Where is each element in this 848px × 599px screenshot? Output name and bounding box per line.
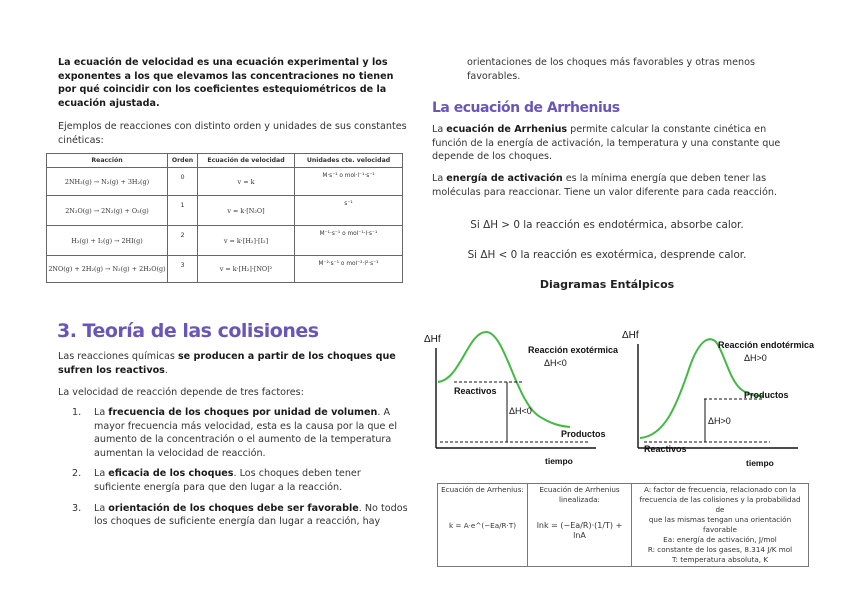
factors-list xyxy=(72,406,408,536)
table-row xyxy=(47,196,403,226)
header-order: Orden xyxy=(168,154,198,168)
endo-x-axis-label: tiempo xyxy=(746,458,774,468)
exothermic-rule: Si ΔH < 0 la reacción es exotérmica, desprende calor. xyxy=(467,249,747,261)
reaction-cell: H₂(g) + I₂(g) → 2HI(g) xyxy=(47,226,168,256)
equation-cell: v = k·[H₂]·[I₂] xyxy=(198,226,295,256)
arrhenius-linear-cell xyxy=(528,484,632,567)
legend-line: R: constante de los gases, 8.314 J/K mol xyxy=(647,545,793,554)
table-row xyxy=(438,484,809,567)
arrhenius-paragraph: La ecuación de Arrhenius permite calcular la constante cinética en función de la energía de activación, la temperatura y una constante que depende de los choques. xyxy=(432,124,781,163)
legend-line: que las mismas tengan una orientación favorable xyxy=(648,515,792,534)
units-cell: M⁻²·s⁻¹ o mol⁻²·l²·s⁻¹ xyxy=(295,256,403,283)
endo-delta-arrow-label: ΔH>0 xyxy=(708,416,731,426)
header-rate-equation: Ecuación de velocidad xyxy=(198,154,295,168)
list-item: 1. La frecuencia de los choques por unidad de volumen. A mayor frecuencia más velocidad, esta es la causa por la que el aumento de la concentración o el aumento de la temperatura aumentan la velocidad de reacción. xyxy=(72,407,398,459)
diagrams-title: Diagramas Entálpicos xyxy=(539,278,675,291)
reaction-cell: 2NH₃(g) → N₂(g) + 3H₂(g) xyxy=(47,168,168,196)
activation-energy-paragraph: La energía de activación es la mínima energía que deben tener las moléculas para reaccionar. Tiene un valor diferente para cada reacción. xyxy=(432,173,777,198)
legend-line: Ea: energía de activación, J/mol xyxy=(663,535,777,544)
arrhenius-equation-cell xyxy=(438,484,528,567)
collisions-intro: Las reacciones químicas se producen a partir de los choques que sufren los reactivos. xyxy=(58,351,396,376)
arrhenius-formula: k = A·e^(−Ea/R·T) xyxy=(448,521,517,530)
reactions-table xyxy=(46,153,403,283)
section-heading-arrhenius: La ecuación de Arrhenius xyxy=(432,100,620,116)
equation-cell: v = k·[N₂O] xyxy=(198,196,295,226)
endothermic-diagram xyxy=(622,330,815,468)
rate-equation-note: La ecuación de velocidad es una ecuación experimental y los exponentes a los que elevamos las concentraciones no tienen por qué coincidir con los coeficientes estequiométricos de la ecuación ajustada. xyxy=(58,57,394,109)
endo-reactants-label: Reactivos xyxy=(644,444,687,454)
table-row xyxy=(47,168,403,196)
legend-line: frecuencia de las colisiones y la probabilidad de xyxy=(639,495,801,514)
exo-y-axis-label: ΔHf xyxy=(424,334,441,345)
exo-products-label: Productos xyxy=(561,429,606,439)
exothermic-diagram xyxy=(424,332,619,466)
exo-delta-label: ΔH<0 xyxy=(544,358,567,368)
order-cell: 1 xyxy=(168,196,198,226)
examples-intro: Ejemplos de reacciones con distinto orden y unidades de sus constantes cinéticas: xyxy=(58,121,407,146)
list-item: 3. La orientación de los choques debe ser favorable. No todos los choques de suficiente energía dan lugar a reacción, hay xyxy=(72,502,408,528)
table-row xyxy=(47,256,403,283)
units-cell: s⁻¹ xyxy=(295,196,403,226)
arrhenius-table xyxy=(437,483,809,567)
units-cell: M⁻¹·s⁻¹ o mol⁻¹·l·s⁻¹ xyxy=(295,226,403,256)
factors-intro: La velocidad de reacción depende de tres factores: xyxy=(58,387,304,398)
table-header-row xyxy=(47,154,403,168)
endo-delta-label: ΔH>0 xyxy=(744,353,767,363)
arrhenius-equation-header: Ecuación de Arrhenius: xyxy=(441,485,524,494)
reaction-cell: 2N₂O(g) → 2N₂(g) + O₂(g) xyxy=(47,196,168,226)
list-item: 2. La eficacia de los choques. Los choques deben tener suficiente energía para que den lugar a la reacción. xyxy=(72,468,361,493)
legend-line: T: temperatura absoluta, K xyxy=(671,555,769,564)
equation-cell: v = k·[H₂]·[NO]² xyxy=(198,256,295,283)
section-heading-collisions: 3. Teoría de las colisiones xyxy=(57,320,319,342)
order-cell: 3 xyxy=(168,256,198,283)
legend-line: A: factor de frecuencia, relacionado con la xyxy=(643,485,797,494)
exo-delta-arrow-label: ΔH<0 xyxy=(509,406,532,416)
header-units: Unidades cte. velocidad xyxy=(295,154,403,168)
exo-title: Reacción exotérmica xyxy=(528,345,619,355)
arrhenius-legend-cell xyxy=(632,484,809,567)
endo-title: Reacción endotérmica xyxy=(718,340,815,350)
exo-reactants-label: Reactivos xyxy=(454,386,497,396)
endo-y-axis-label: ΔHf xyxy=(622,330,639,341)
arrhenius-linear-formula: lnk = (−Ea/R)·(1/T) + lnA xyxy=(536,521,623,540)
table-row xyxy=(47,226,403,256)
orientation-continuation: orientaciones de los choques más favorables y otras menos favorables. xyxy=(467,57,755,82)
arrhenius-linear-header: Ecuación de Arrhenius linealizada: xyxy=(539,485,620,504)
header-reaction: Reacción xyxy=(47,154,168,168)
order-cell: 2 xyxy=(168,226,198,256)
endo-products-label: Productos xyxy=(744,390,789,400)
endothermic-rule: Si ΔH > 0 la reacción es endotérmica, absorbe calor. xyxy=(470,219,744,231)
order-cell: 0 xyxy=(168,168,198,196)
units-cell: M·s⁻¹ o mol·l⁻¹·s⁻¹ xyxy=(295,168,403,196)
exo-x-axis-label: tiempo xyxy=(545,456,573,466)
reaction-cell: 2NO(g) + 2H₂(g) → N₂(g) + 2H₂O(g) xyxy=(47,256,168,283)
equation-cell: v = k xyxy=(198,168,295,196)
enthalpy-diagrams xyxy=(420,326,820,472)
